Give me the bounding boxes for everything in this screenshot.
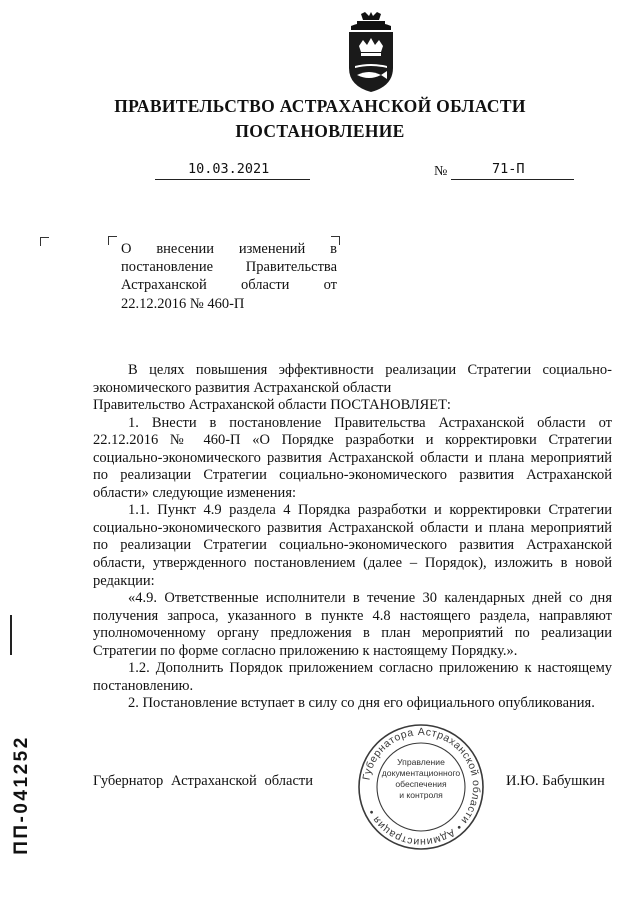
organization-title: ПРАВИТЕЛЬСТВО АСТРАХАНСКОЙ ОБЛАСТИ (114, 96, 526, 116)
body-paragraph: Правительство Астраханской области ПОСТАНОВЛЯЕТ: (93, 397, 451, 414)
number-underline (451, 179, 574, 180)
stamp-ring-text: Губернатора Астраханской области • Администрация • (360, 725, 483, 849)
subject-corner-mark (108, 236, 117, 245)
body-paragraph: «4.9. Ответственные исполнители в течение 30 календарных дней со дня получения запроса, указанного в пункте 4.8 настоящего раздела, направляют уполномоченному органу предложения в план мероприятий по реализации Стратегии по форме согласно приложению к настоящему Порядку.». (93, 590, 612, 659)
document-type: ПОСТАНОВЛЕНИЕ (235, 121, 405, 141)
body-paragraph: В целях повышения эффективности реализации Стратегии социально-экономического развития Астраханской области (93, 362, 612, 396)
signatory-title (93, 773, 313, 790)
body-paragraph: 1. Внести в постановление Правительства Астраханской области от 22.12.2016 № 460-П «О Порядке разработки и корректировки Стратегии социально-экономического развития Астраханской области и плана мероприятий по реализации Стратегии социально-экономического развития Астраханской области» следующие изменения: (93, 414, 612, 501)
signatory-title-word: Губернатор (93, 773, 164, 789)
document-body (93, 362, 612, 713)
stamp-line: обеспечения (395, 779, 447, 789)
coat-of-arms-icon (343, 12, 399, 94)
serial-number (2, 710, 42, 880)
number-label: № (434, 164, 448, 179)
signatory-title-word: области (264, 773, 313, 789)
margin-corner-mark (40, 237, 49, 246)
stamp-center-text (380, 757, 462, 801)
signatory-title-word: Астраханской (170, 773, 257, 789)
body-paragraph: 1.2. Дополнить Порядок приложением согласно приложению к настоящему постановлению. (93, 660, 612, 694)
signatory-name: И.Ю. Бабушкин (506, 773, 605, 789)
stamp-line: и контроля (399, 790, 443, 800)
document-date: 10.03.2021 (188, 161, 270, 177)
date-underline (155, 179, 310, 180)
margin-line-mark (10, 615, 12, 655)
stamp-line: документационного (381, 768, 461, 778)
body-paragraph: 2. Постановление вступает в силу со дня его официального опубликования. (128, 695, 595, 712)
serial-number-text: ПП-041252 (11, 735, 32, 855)
document-number: 71-П (492, 161, 525, 177)
document-subject: О внесении изменений в постановление Правительства Астраханской области от 22.12.2016 № 460-П (121, 241, 337, 312)
body-paragraph: 1.1. Пункт 4.9 раздела 4 Порядка разработки и корректировки Стратегии социально-экономического развития Астраханской области и плана мероприятий по реализации Стратегии социально-экономического развития Астраханской области, утвержденного постановлением (далее – Порядок), изложить в новой редакции: (93, 502, 612, 589)
stamp-line: Управление (397, 757, 445, 767)
